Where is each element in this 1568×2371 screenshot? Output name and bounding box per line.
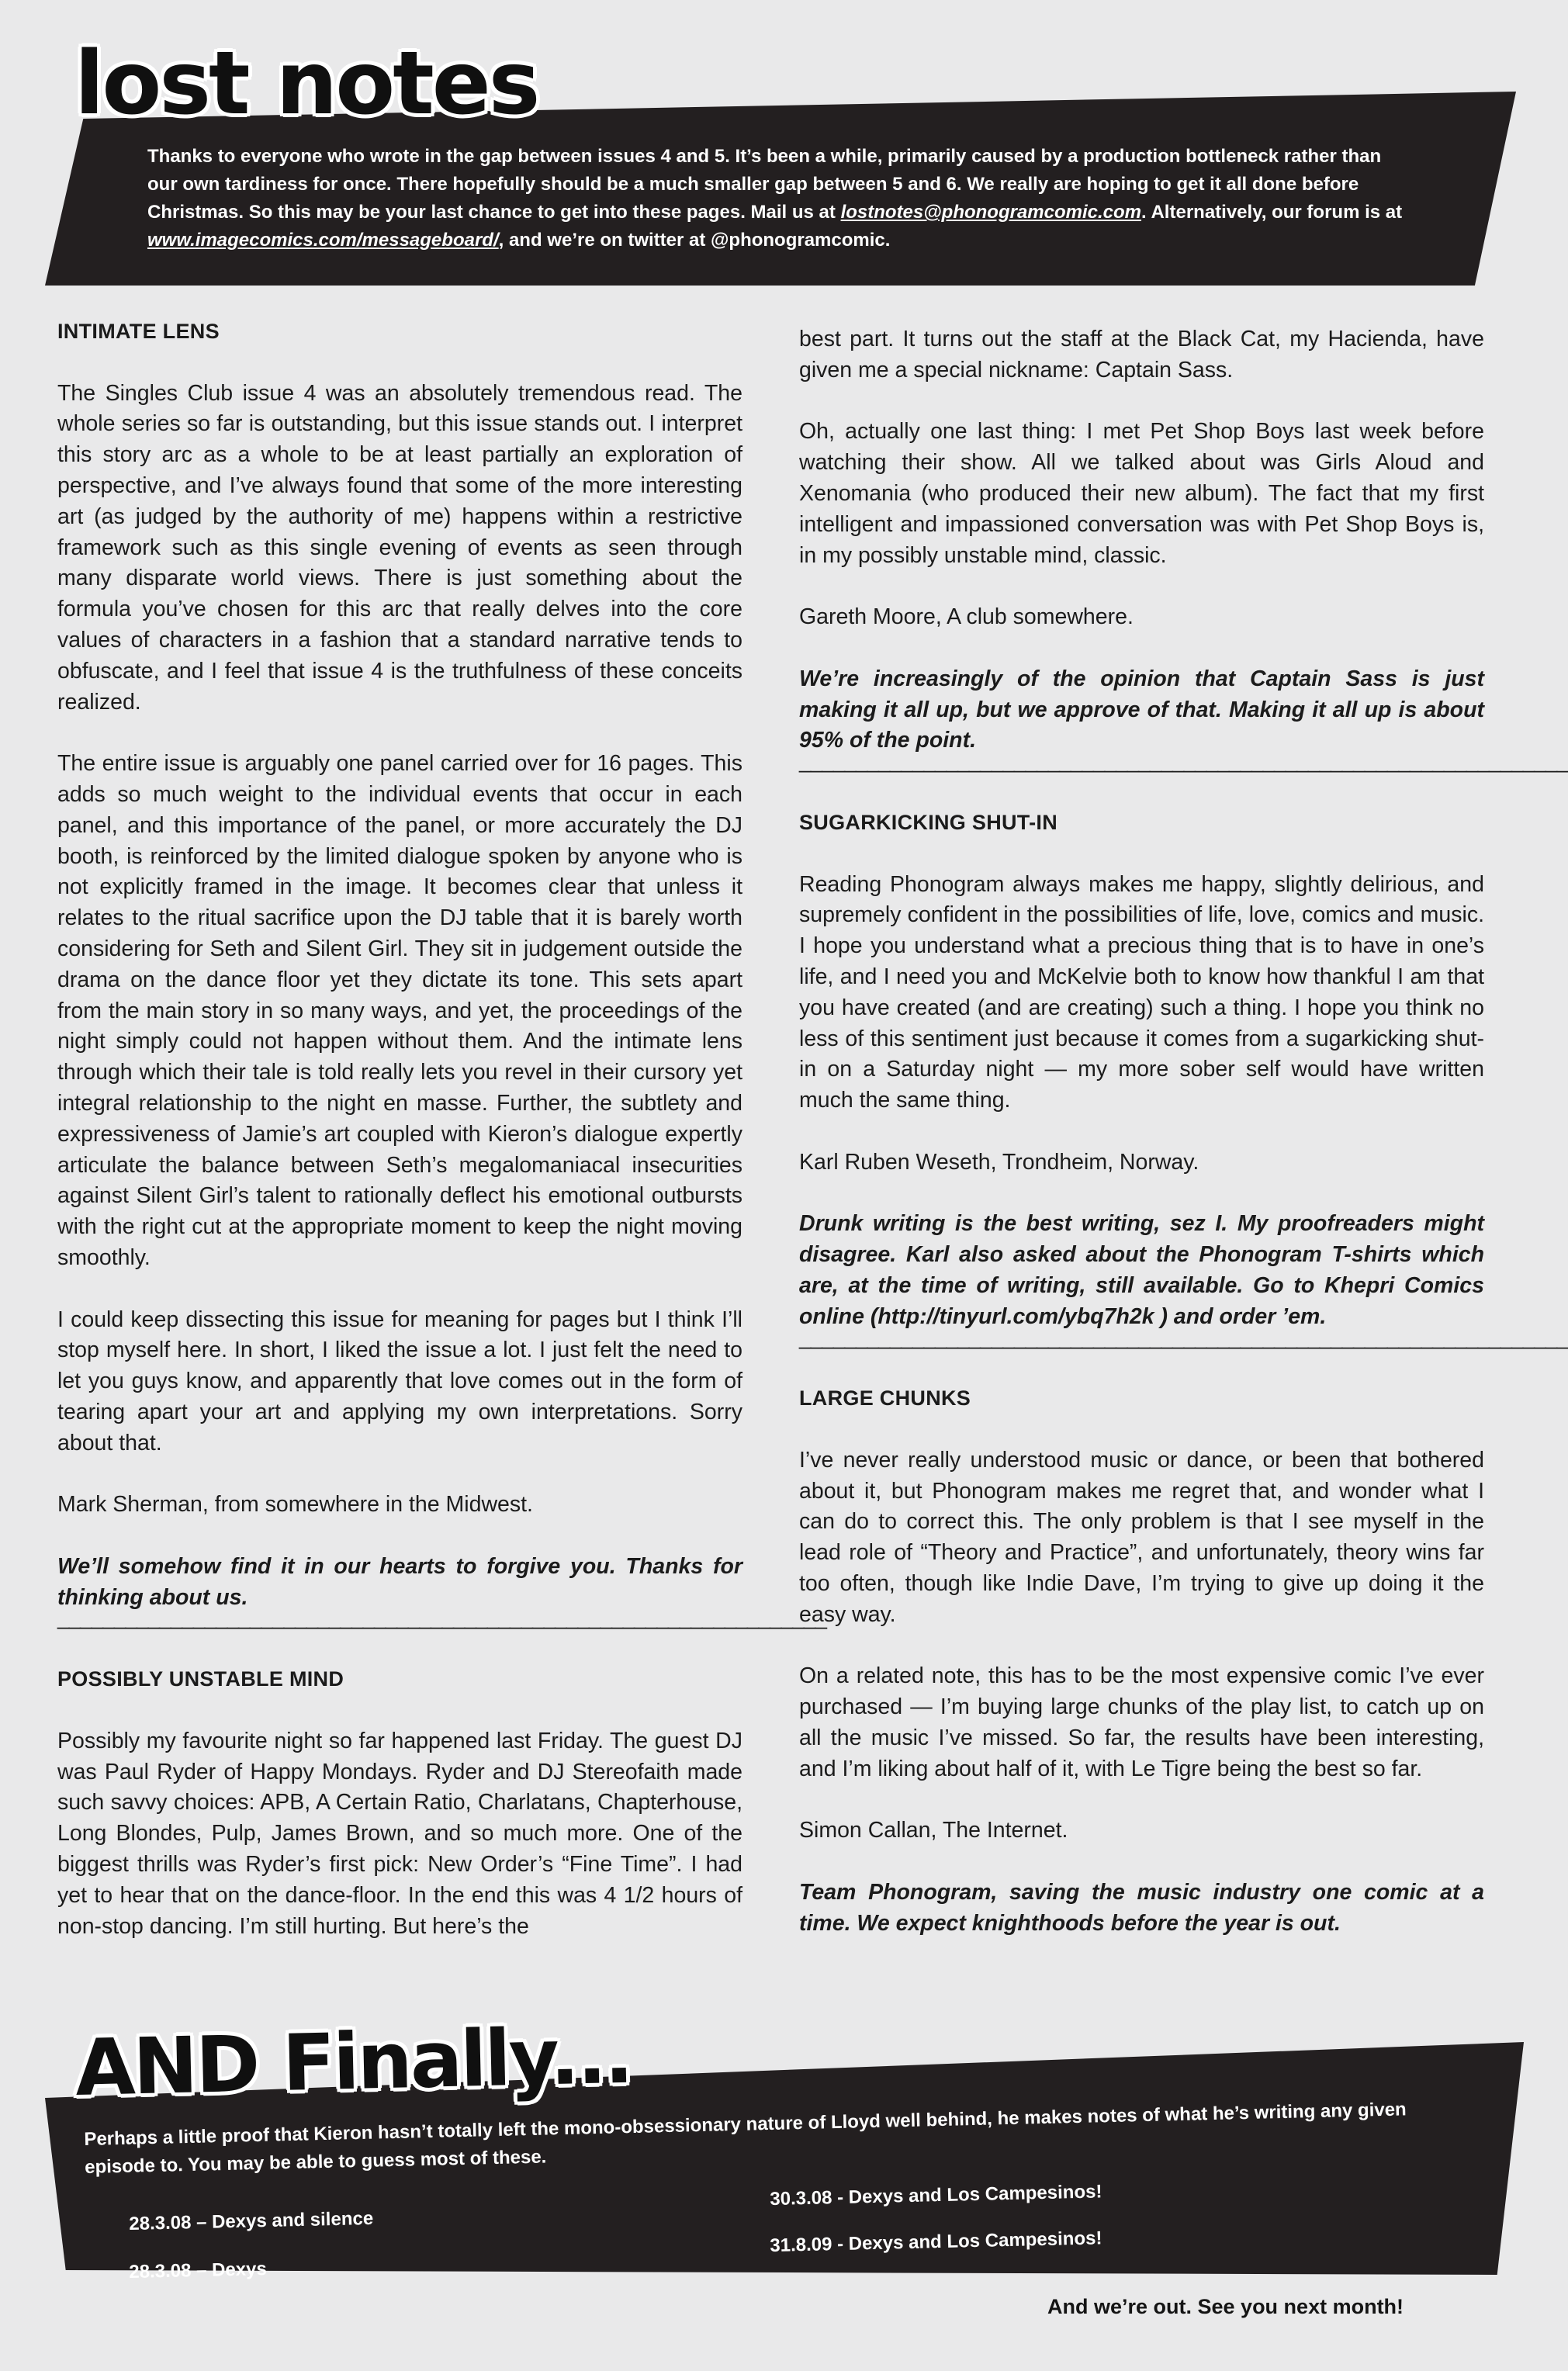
- letter-signature: Simon Callan, The Internet.: [799, 1818, 1068, 1843]
- forum-link[interactable]: www.imagecomics.com/messageboard/: [147, 230, 499, 251]
- episode-note: 28.3.08 – Dexys: [129, 2258, 268, 2283]
- letter-heading: SUGARKICKING SHUT-IN: [799, 810, 1058, 834]
- letter-signature: Mark Sherman, from somewhere in the Midwest.: [57, 1492, 533, 1518]
- intro-part-3: , and we’re on twitter at @phonogramcomic.: [498, 230, 891, 251]
- email-link[interactable]: lostnotes@phonogramcomic.com: [840, 202, 1142, 223]
- episode-note: 28.3.08 – Dexys and silence: [129, 2207, 374, 2234]
- editor-reply: Drunk writing is the best writing, sez I. My proofreaders might disagree. Karl also asked about the Phonogram T-shirts which are, at the time of writing, still available. Go to Khepri Comics online (http://tinyurl.com/ybq7h2k ) and order ’em.: [799, 1211, 1484, 1329]
- editor-reply: Team Phonogram, saving the music industry one comic at a time. We expect knighthoods before the year is out.: [799, 1880, 1484, 1936]
- left-column: [57, 317, 826, 1973]
- letter-paragraph: I could keep dissecting this issue for meaning for pages but I think I’ll stop myself here. In short, I liked the issue a lot. I just felt the need to let you guys know, and apparently that love comes out in the form of tearing apart your art and applying my own interpretations. Sorry about that.: [57, 1307, 742, 1455]
- right-column: [799, 324, 1568, 1970]
- episode-note: 30.3.08 - Dexys and Los Campesinos!: [770, 2181, 1102, 2210]
- letter-paragraph: I’ve never really understood music or dance, or been that bothered about it, but Phonogram makes me regret that, and wonder what I can do to correct this. The only problem is that I see myself in the lead role of “Theory and Practice”, and unfortunately, theory wins far too often, though like Indie Dave, I’m trying to give up doing it the easy way.: [799, 1447, 1484, 1627]
- letter-paragraph: The Singles Club issue 4 was an absolutely tremendous read. The whole series so far is outstanding, but this issue stands out. I interpret this story arc as a whole to be at least partially an exploration of perspective, and I’ve always found that some of the more interesting art (as judged by the authority of me) happens within a restrictive framework such as this single evening of events as seen through many disparate world views. There is just something about the formula you’ve chosen for this arc that really delves into the core values of characters in a fashion that a standard narrative tends to obfuscate, and I feel that issue 4 is the truthfulness of these conceits realized.: [57, 380, 742, 715]
- editor-reply: We’ll somehow find it in our hearts to forgive you. Thanks for thinking about us.: [57, 1553, 742, 1610]
- letter-heading: LARGE CHUNKS: [799, 1386, 971, 1410]
- section-divider: ____________________________________________________________________: [57, 1605, 826, 1630]
- section-divider: ____________________________________________________________________: [799, 749, 1568, 774]
- outro-text: And we’re out. See you next month!: [1047, 2295, 1404, 2318]
- intro-text: [147, 143, 1404, 254]
- letter-heading: POSSIBLY UNSTABLE MIND: [57, 1667, 344, 1691]
- episode-note: 31.8.09 - Dexys and Los Campesinos!: [770, 2227, 1102, 2256]
- letter-paragraph: Possibly my favourite night so far happened last Friday. The guest DJ was Paul Ryder of Happy Mondays. Ryder and DJ Stereofaith made such savvy choices: APB, A Certain Ratio, Charlatans, Chapterhouse, Long Blondes, Pulp, James Brown, and so much more. One of the biggest thrills was Ryder’s first pick: New Order’s “Fine Time”. I had yet to hear that on the dance-floor. In the end this was 4 1/2 hours of non-stop dancing. I’m still hurting. But here’s the: [57, 1728, 742, 1939]
- letter-paragraph: best part. It turns out the staff at the Black Cat, my Hacienda, have given me a special nickname: Captain Sass.: [799, 327, 1484, 382]
- letter-paragraph: On a related note, this has to be the most expensive comic I’ve ever purchased — I’m buying large chunks of the play list, to catch up on all the music I’ve missed. So far, the results have been interesting, and I’m liking about half of it, with Le Tigre being the best so far.: [799, 1663, 1484, 1781]
- letter-heading: INTIMATE LENS: [57, 320, 220, 343]
- page-title: lost notes: [74, 33, 538, 134]
- letter-paragraph: Oh, actually one last thing: I met Pet Shop Boys last week before watching their show. All we talked about was Girls Aloud and Xenomania (who produced their new album). The fact that my first intelligent and impassioned conversation was with Pet Shop Boys is, in my possibly unstable mind, classic.: [799, 419, 1484, 568]
- section-divider: ____________________________________________________________________: [799, 1324, 1568, 1349]
- finally-title: AND Finally...: [74, 2009, 632, 2113]
- intro-part-2: . Alternatively, our forum is at: [1141, 202, 1403, 223]
- letter-signature: Gareth Moore, A club somewhere.: [799, 604, 1134, 630]
- letter-paragraph: The entire issue is arguably one panel carried over for 16 pages. This adds so much weight to the individual events that occur in each panel, and this importance of the panel, or more accurately the DJ booth, is reinforced by the limited dialogue spoken by anyone who is not explicitly framed in the image. It becomes clear that unless it relates to the ritual sacrifice upon the DJ table that it is barely worth considering for Seth and Silent Girl. They sit in judgement outside the drama on the dance floor yet they dictate its tone. This sets apart from the main story in so many ways, and yet, the proceedings of the night simply could not happen without them. And the intimate lens through which their tale is told really lets you revel in their cursory yet integral relationship to the night en masse. Further, the subtlety and expressiveness of Jamie’s art coupled with Kieron’s dialogue expertly articulate the balance between Seth’s megalomaniacal insecurities against Silent Girl’s talent to rationally deflect his emotional outbursts with the right cut at the appropriate moment to keep the night moving smoothly.: [57, 751, 742, 1270]
- finally-text: Perhaps a little proof that Kieron hasn’t totally left the mono-obsessionary nature of Lloyd well behind, he makes notes of what he’s writing any given episode to. You may be able to guess most of these.: [84, 2099, 1407, 2178]
- editor-reply: We’re increasingly of the opinion that Captain Sass is just making it all up, but we approve of that. Making it all up is about 95% of the point.: [799, 666, 1484, 753]
- letter-signature: Karl Ruben Weseth, Trondheim, Norway.: [799, 1149, 1199, 1175]
- letter-paragraph: Reading Phonogram always makes me happy, slightly delirious, and supremely confident in the possibilities of life, love, comics and music. I hope you understand what a precious thing that is to have in one’s life, and I need you and McKelvie both to know how thankful I am that you have created (and are creating) such a thing. I hope you think no less of this sentiment just because it comes from a sugarkicking shut-in on a Saturday night — my more sober self would have written much the same thing.: [799, 871, 1484, 1113]
- intro-part-1: Thanks to everyone who wrote in the gap between issues 4 and 5. It’s been a while, primarily caused by a production bottleneck rather than our own tardiness for once. There hopefully should be a much smaller gap between 5 and 6. We really are hoping to get it all done before Christmas. So this may be your last chance to get into these pages. Mail us at: [147, 146, 1382, 223]
